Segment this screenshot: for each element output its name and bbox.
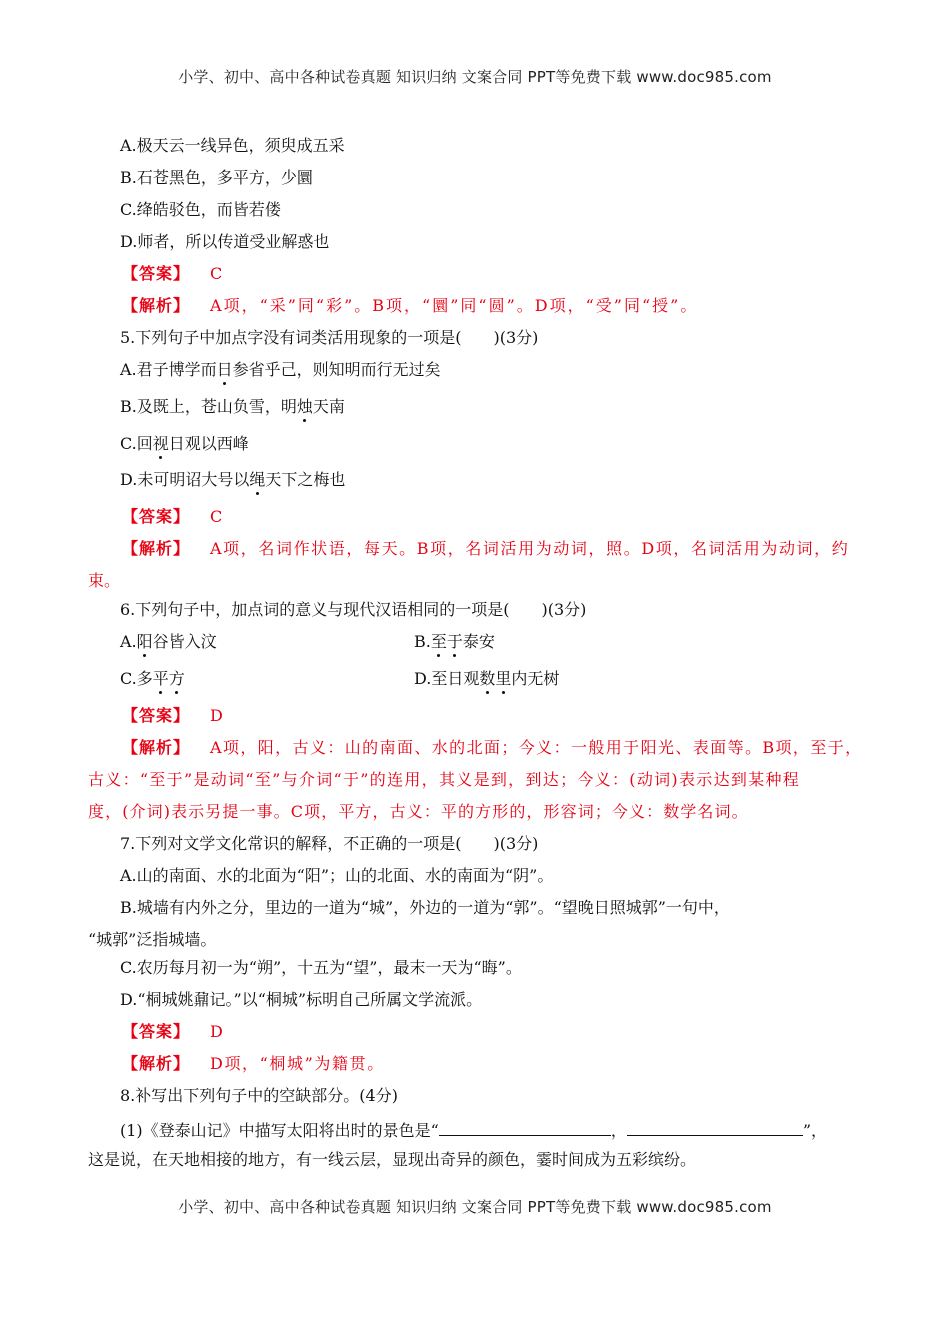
q6-stem: 6.下列句子中，加点词的意义与现代汉语相同的一项是( )(3分) — [120, 600, 587, 619]
q5-analysis-cont: 束。 — [88, 571, 121, 590]
q5-analysis — [122, 539, 849, 559]
analysis-label: 【解析】 — [122, 296, 191, 315]
q4-option-a: A.极天云一线异色，须臾成五采 — [120, 136, 345, 155]
answer-label: 【答案】 — [122, 706, 191, 725]
page-footer: 小学、初中、高中各种试卷真题 知识归纳 文案合同 PPT等免费下载 www.doc985.com — [178, 1198, 772, 1216]
q4-analysis-text: A项，“采”同“彩”。B项，“圜”同“圆”。D项，“受”同“授”。 — [210, 296, 699, 315]
dotted-char: 视 — [152, 434, 169, 453]
dotted-char: 阳 — [136, 632, 153, 651]
q8-part1: (1)《登泰山记》中描写太阳将出时的景色是“ ， ”， — [120, 1121, 828, 1140]
dotted-char: 里 — [495, 669, 512, 688]
q7-option-c: C.农历每月初一为“朔”，十五为“望”，最末一天为“晦”。 — [120, 958, 522, 977]
analysis-label: 【解析】 — [122, 539, 191, 558]
q4-answer-value: C — [210, 264, 223, 283]
q7-stem: 7.下列对文学文化常识的解释，不正确的一项是( )(3分) — [120, 834, 539, 853]
dotted-char: 绳 — [249, 470, 266, 489]
q4-answer — [122, 264, 222, 284]
q8-stem: 8.补写出下列句子中的空缺部分。(4分) — [120, 1086, 398, 1105]
q7-analysis — [122, 1054, 385, 1074]
dotted-char: 方 — [168, 669, 185, 688]
q7-option-b-cont: “城郭”泛指城墙。 — [88, 930, 217, 949]
dotted-char: 至 — [430, 632, 447, 651]
q5-answer-value: C — [210, 507, 223, 526]
q4-analysis — [122, 296, 698, 316]
q4-option-c: C.绛皓驳色，而皆若偻 — [120, 200, 281, 219]
dotted-char: 日 — [216, 360, 233, 379]
q6-analysis-cont-1: 古义：“至于”是动词“至”与介词“于”的连用，其义是到，到达；今义：(动词)表示达到某种程 — [88, 770, 801, 789]
answer-label: 【答案】 — [122, 264, 191, 283]
dotted-char: 数 — [479, 669, 496, 688]
q6-option-b: B.至于泰安 — [414, 632, 495, 651]
dotted-char: 平 — [152, 669, 169, 688]
q5-answer — [122, 507, 222, 527]
q5-analysis-text: A项，名词作状语，每天。B项，名词活用为动词，照。D项，名词活用为动词，约 — [210, 539, 850, 558]
q6-option-d: D.至日观数里内无树 — [414, 669, 560, 688]
q7-answer-value: D — [210, 1022, 223, 1041]
analysis-label: 【解析】 — [122, 1054, 191, 1073]
q7-option-a: A.山的南面、水的北面为“阳”；山的北面、水的南面为“阴”。 — [120, 866, 554, 885]
q6-answer-value: D — [210, 706, 223, 725]
dotted-char: 于 — [446, 632, 463, 651]
q5-stem: 5.下列句子中加点字没有词类活用现象的一项是( )(3分) — [120, 328, 539, 347]
q7-answer — [122, 1022, 223, 1042]
answer-label: 【答案】 — [122, 1022, 191, 1041]
answer-label: 【答案】 — [122, 507, 191, 526]
q6-answer — [122, 706, 223, 726]
q7-option-d: D.“桐城姚鼐记。”以“桐城”标明自己所属文学流派。 — [120, 990, 483, 1009]
q6-analysis-text: A项，阳，古义：山的南面、水的北面；今义：一般用于阳光、表面等。B项，至于， — [210, 738, 863, 757]
q8-part1-cont: 这是说，在天地相接的地方，有一线云层，显现出奇异的颜色，霎时间成为五彩缤纷。 — [88, 1150, 697, 1169]
q6-option-a: A.阳谷皆入汶 — [120, 632, 217, 651]
q6-analysis — [122, 738, 863, 758]
blank-line — [439, 1120, 611, 1136]
q4-option-b: B.石苍黑色，多平方，少圜 — [120, 168, 313, 187]
q4-option-d: D.师者，所以传道受业解惑也 — [120, 232, 330, 251]
q5-option-c: C.回视日观以西峰 — [120, 434, 249, 453]
q7-analysis-text: D项，“桐城”为籍贯。 — [210, 1054, 385, 1073]
q5-option-a: A.君子博学而日参省乎己，则知明而行无过矣 — [120, 360, 441, 379]
q5-option-d: D.未可明诏大号以绳天下之梅也 — [120, 470, 346, 489]
analysis-label: 【解析】 — [122, 738, 191, 757]
page-header: 小学、初中、高中各种试卷真题 知识归纳 文案合同 PPT等免费下载 www.doc985.com — [178, 68, 772, 86]
blank-line — [627, 1120, 803, 1136]
q5-option-b: B.及既上，苍山负雪，明烛天南 — [120, 397, 345, 416]
q7-option-b: B.城墙有内外之分，里边的一道为“城”，外边的一道为“郭”。“望晚日照城郭”一句中， — [120, 898, 730, 917]
q6-option-c: C.多平方 — [120, 669, 185, 688]
q6-analysis-cont-2: 度，(介词)表示另提一事。C项，平方，古义：平的方形的，形容词；今义：数学名词。 — [88, 802, 749, 821]
dotted-char: 烛 — [296, 397, 313, 416]
